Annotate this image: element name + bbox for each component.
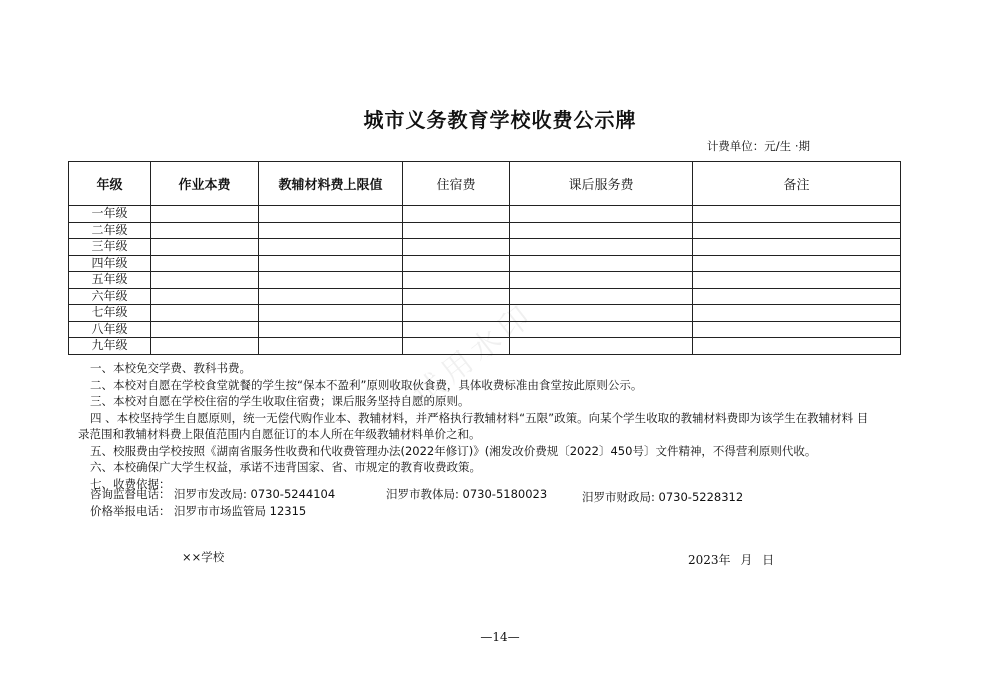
page-number: —14— [480, 630, 520, 644]
price-report-label: 价格举报电话： [90, 504, 171, 518]
scjg-phone: 汨罗市市场监管局 12315 [174, 504, 307, 518]
jiaoti-phone: 汨罗市教体局: 0730-5180023 [386, 487, 548, 501]
grade-cell: 九年级 [69, 338, 151, 355]
table-row [69, 305, 901, 322]
consult-phone-row [90, 486, 910, 503]
grade-cell: 八年级 [69, 321, 151, 338]
grade-cell: 六年级 [69, 288, 151, 305]
school-name: ××学校 [182, 550, 225, 564]
header-boarding-fee: 住宿费 [403, 162, 510, 206]
table-row [69, 321, 901, 338]
table-row [69, 239, 901, 256]
table-row [69, 206, 901, 223]
fee-unit-label: 计费单位：元/生 ·期 [706, 139, 810, 153]
header-after-school-fee: 课后服务费 [510, 162, 693, 206]
note-item: 七、收费依据： [90, 476, 171, 491]
fee-table [68, 161, 901, 355]
grade-cell: 七年级 [69, 305, 151, 322]
grade-cell: 五年级 [69, 272, 151, 289]
table-row [69, 255, 901, 272]
note-item-continued: 录范围和教辅材料费上限值范围内自愿征订的本人所在年级教辅材料单价之和。 [78, 427, 481, 441]
note-item: 五、校服费由学校按照《湖南省服务性收费和代收费管理办法(2022年修订)》(湘发改价费规〔2022〕450号〕文件精神，不得营利原则代收。 [90, 443, 817, 458]
note-item: 六、本校确保广大学生权益，承诺不违背国家、省、市规定的教育收费政策。 [90, 460, 481, 474]
note-item: 一、本校免交学费、教科书费。 [90, 361, 251, 375]
note-item: 二、本校对自愿在学校食堂就餐的学生按“保本不盈利”原则收取伙食费，具体收费标准由食堂按此原则公示。 [90, 377, 643, 392]
table-row [69, 288, 901, 305]
contacts-section [90, 486, 910, 520]
table-row [69, 272, 901, 289]
note-item: 四 、本校坚持学生自愿原则，统一无偿代购作业本、教辅材料，并严格执行教辅材料“五限”政策。向某个学生收取的教辅材料费即为该学生在教辅材料 目 [90, 410, 869, 425]
caizheng-phone: 汨罗市财政局: 0730-5228312 [582, 490, 744, 504]
fagai-phone: 汨罗市发改局: 0730-5244104 [174, 487, 336, 501]
date-line: 2023年 月 日 [688, 553, 775, 567]
grade-cell: 二年级 [69, 222, 151, 239]
table-row [69, 338, 901, 355]
grade-cell: 一年级 [69, 206, 151, 223]
note-item: 三、本校对自愿在学校住宿的学生收取住宿费；课后服务坚持自愿的原则。 [90, 394, 470, 408]
table-row [69, 222, 901, 239]
price-report-row [90, 503, 910, 520]
grade-cell: 三年级 [69, 239, 151, 256]
grade-cell: 四年级 [69, 255, 151, 272]
table-header-row [69, 162, 901, 206]
consult-phone-label: 咨询监督电话： [90, 487, 171, 501]
header-grade: 年级 [69, 162, 151, 206]
page-title: 城市义务教育学校收费公示牌 [363, 108, 637, 132]
watermark: 试用水印 [406, 296, 542, 413]
header-material-fee-cap: 教辅材料费上限值 [259, 162, 403, 206]
header-exercise-book-fee: 作业本费 [151, 162, 259, 206]
header-remarks: 备注 [693, 162, 901, 206]
notes-section [78, 360, 908, 492]
